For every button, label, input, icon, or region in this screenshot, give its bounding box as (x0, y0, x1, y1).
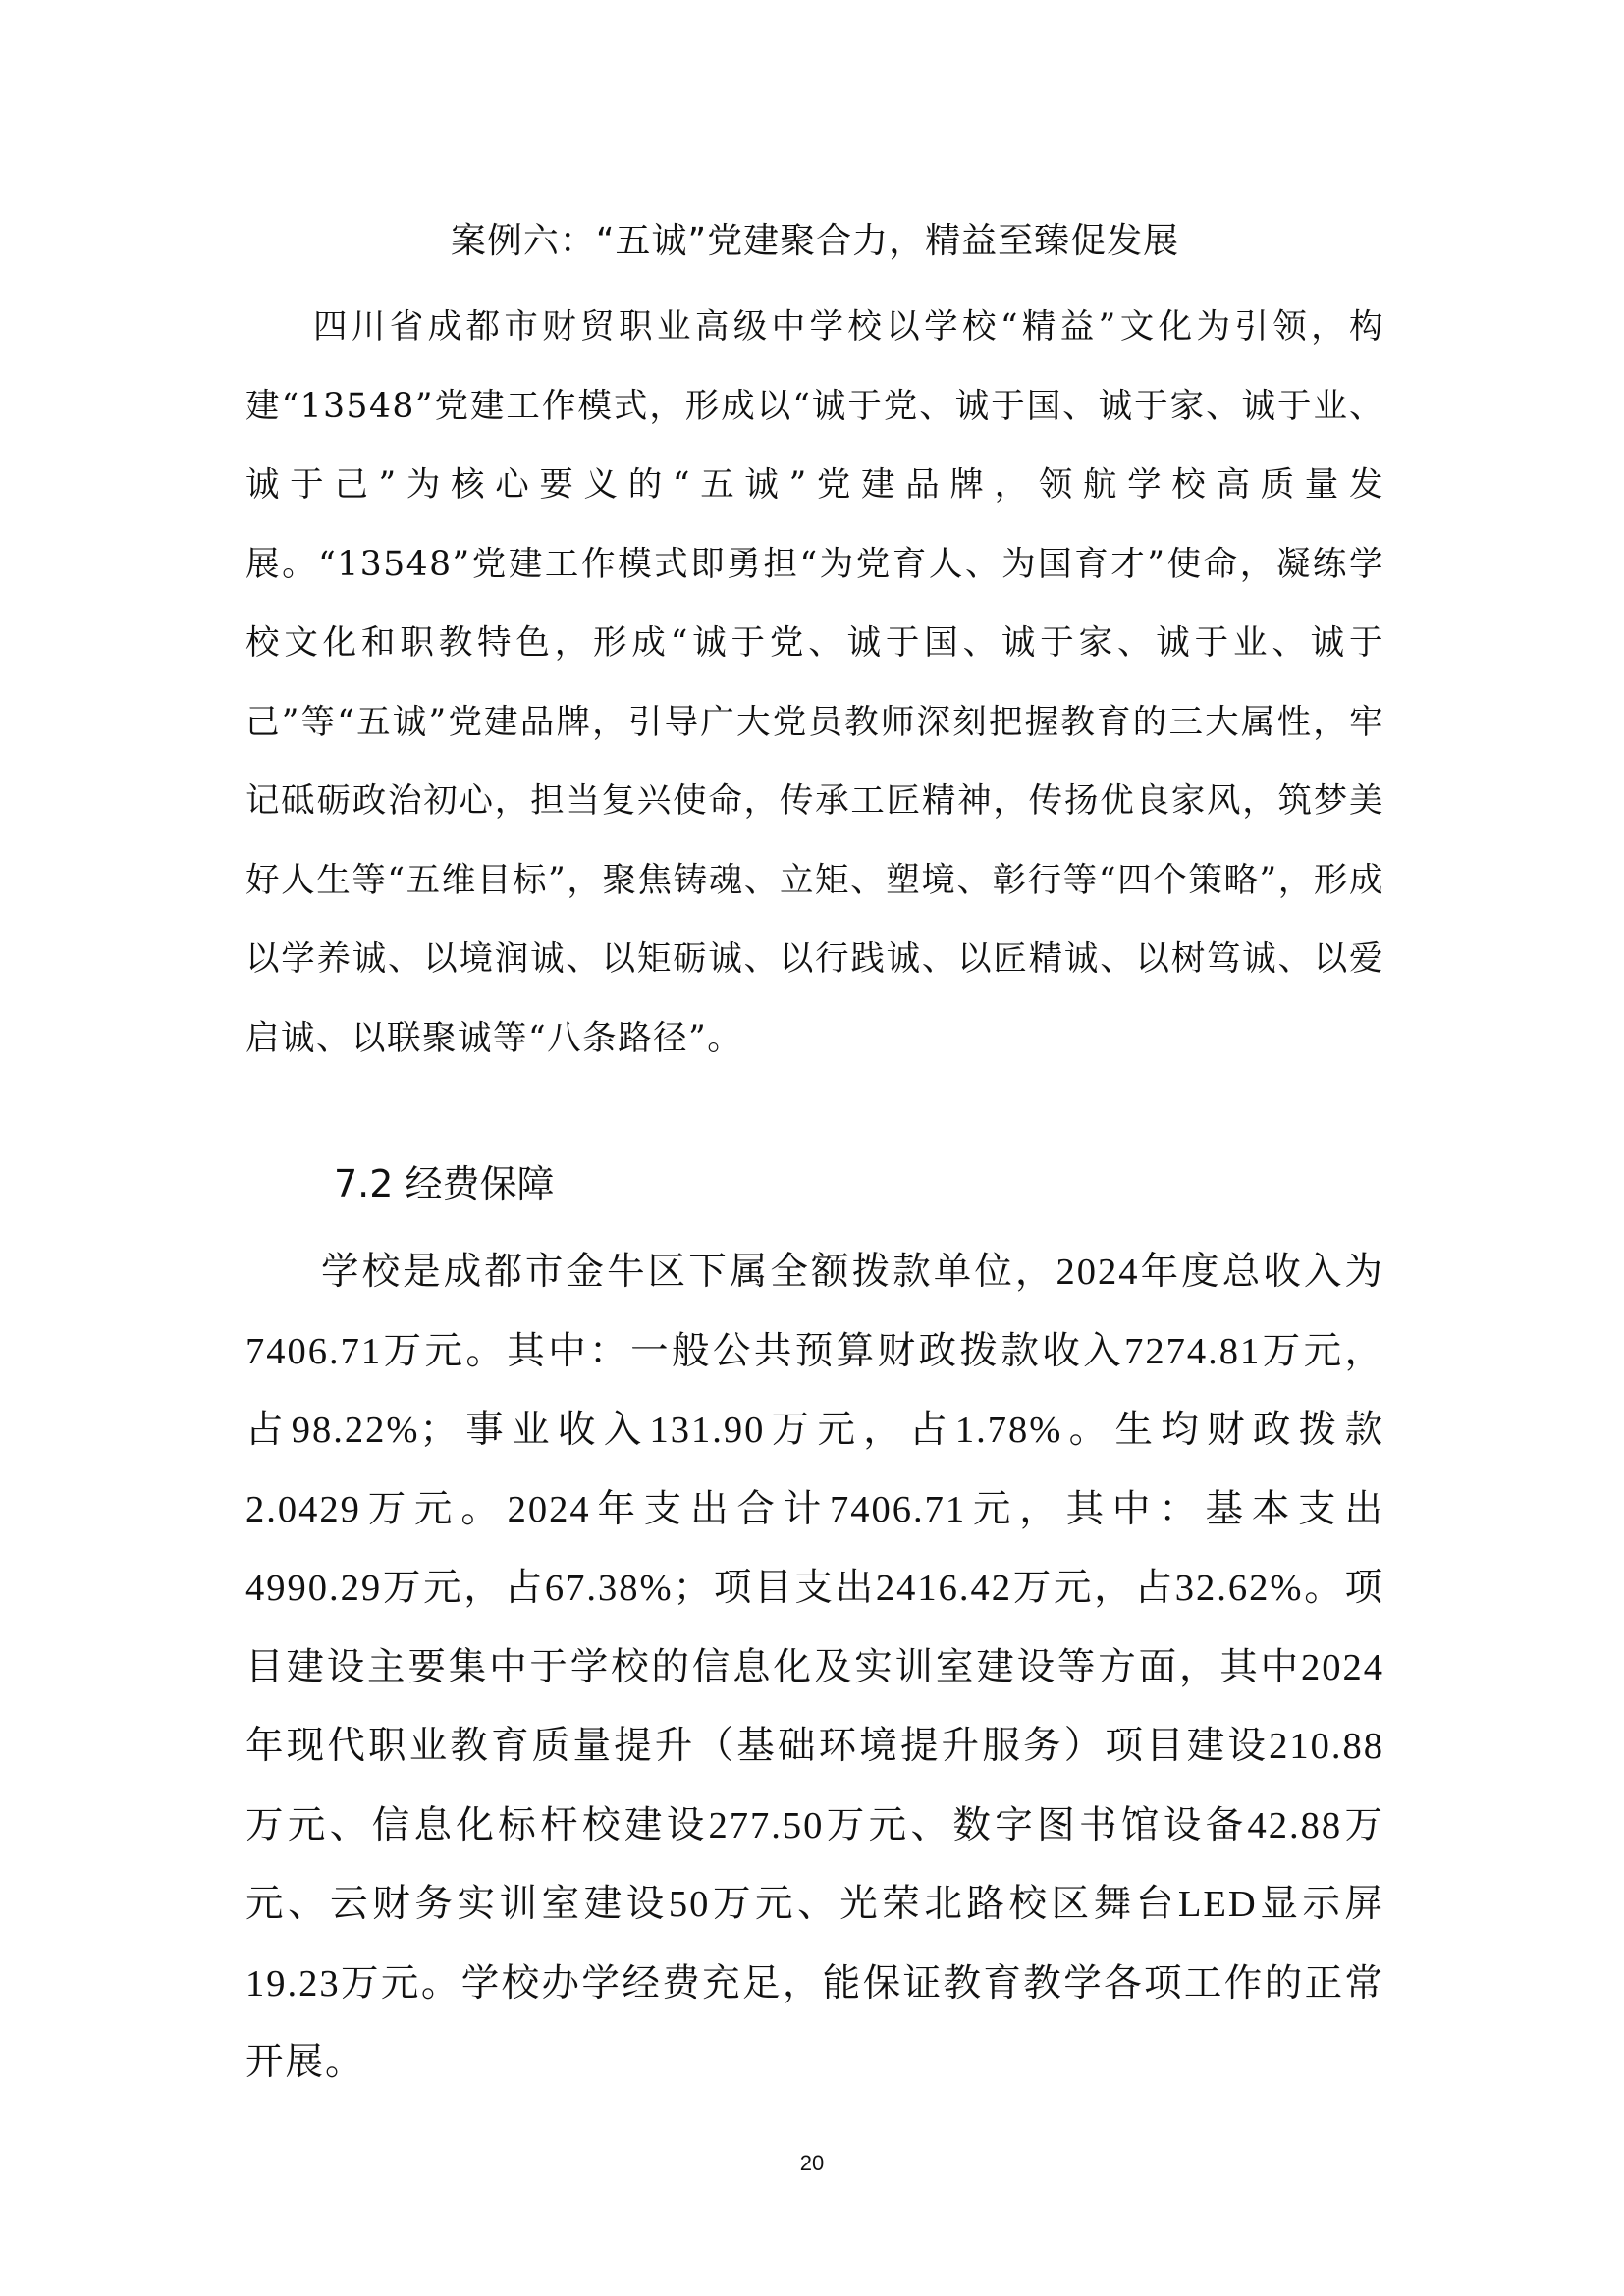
case-title: 案例六：“五诚”党建聚合力，精益至臻促发展 (450, 221, 1180, 261)
section-heading: 7.2 经费保障 (334, 1162, 555, 1205)
funding-paragraph: 学校是成都市金牛区下属全额拨款单位，2024年度总收入为7406.71万元。其中：一般公共预算财政拨款收入7274.81万元，占98.22%；事业收入131.90万元，占1.78%。生均财政拨款2.0429万元。2024年支出合计7406.71元，其中：基本支出4990.29万元，占67.38%；项目支出2416.42万元，占32.62%。项目建设主要集中于学校的信息化及实训室建设等方面，其中2024年现代职业教育质量提升（基础环境提升服务）项目建设210.88万元、信息化标杆校建设277.50万元、数字图书馆设备42.88万元、云财务实训室建设50万元、光荣北路校区舞台LED显示屏19.23万元。学校办学经费充足，能保证教育教学各项工作的正常开展。 (245, 1252, 1384, 2083)
case-paragraph: 四川省成都市财贸职业高级中学校以学校“精益”文化为引领，构建“13548”党建工作模式，形成以“诚于党、诚于国、诚于家、诚于业、诚于己”为核心要义的“五诚”党建品牌，领航学校高质量发展。“13548”党建工作模式即勇担“为党育人、为国育才”使命，凝练学校文化和职教特色，形成“诚于党、诚于国、诚于家、诚于业、诚于己”等“五诚”党建品牌，引导广大党员教师深刻把握教育的三大属性，牢记砥砺政治初心，担当复兴使命，传承工匠精神，传扬优良家风，筑梦美好人生等“五维目标”，聚焦铸魂、立矩、塑境、彰行等“四个策略”，形成以学养诚、以境润诚、以矩砺诚、以行践诚、以匠精诚、以树笃诚、以爱启诚、以联聚诚等“八条路径”。 (245, 307, 1384, 1058)
page-number: 20 (799, 2151, 825, 2175)
